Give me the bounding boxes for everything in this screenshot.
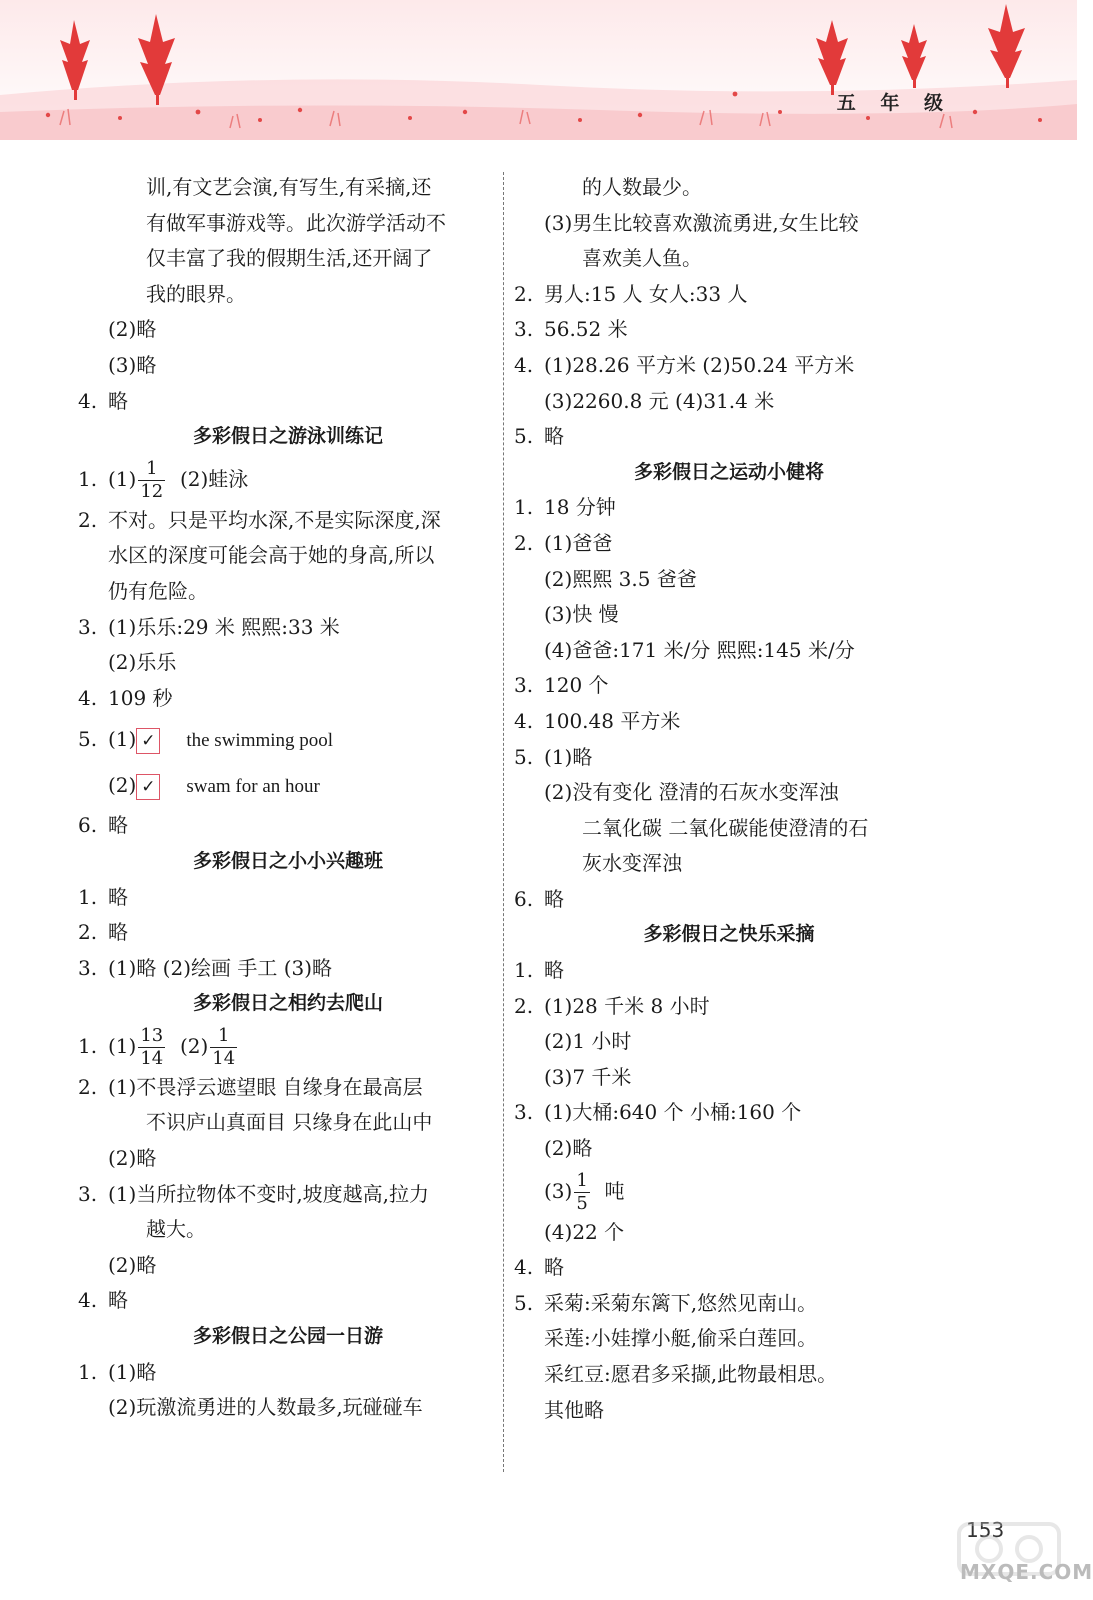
answer-line xyxy=(78,880,498,916)
question-number: 5. xyxy=(514,1290,534,1315)
answer-text: (3)略 xyxy=(108,352,157,377)
banner-illustration xyxy=(0,0,1077,150)
answer-line xyxy=(514,1095,944,1131)
section-heading: 多彩假日之相约去爬山 xyxy=(192,992,383,1015)
question-number: 1. xyxy=(514,958,534,983)
answer-line xyxy=(78,384,498,420)
answer-text: 略 xyxy=(108,388,128,413)
answer-line xyxy=(514,384,944,420)
answer-column-right xyxy=(514,170,944,1428)
answer-text: (2)略 xyxy=(108,317,157,342)
question-number: 4. xyxy=(78,685,98,710)
answer-text: 采菊:采菊东篱下,悠然见南山。 xyxy=(544,1290,818,1315)
answer-line xyxy=(514,633,944,669)
answer-text: 的人数最少。 xyxy=(582,175,702,199)
answer-text: (1) $\frac{13}{14}$ (2) $\frac{1}{14}$ xyxy=(108,1024,236,1069)
answer-line xyxy=(514,882,944,918)
answer-text: (1)28.26 平方米 (2)50.24 平方米 xyxy=(544,352,855,377)
answer-line xyxy=(514,419,944,455)
answer-text: 越大。 xyxy=(146,1217,206,1242)
section-heading: 多彩假日之快乐采摘 xyxy=(643,923,815,946)
answer-column-left xyxy=(78,170,498,1426)
watermark-text: MXQE.COM xyxy=(960,1560,1093,1584)
fraction xyxy=(138,1024,165,1069)
answer-text: 109 秒 xyxy=(108,685,173,710)
checkbox-checked-icon: ✓ xyxy=(136,728,160,754)
answer-text: (3)男生比较喜欢激流勇进,女生比较 xyxy=(544,210,859,235)
answer-text: 略 xyxy=(544,1255,564,1280)
question-number: 3. xyxy=(514,673,534,698)
answer-text: (2)1 小时 xyxy=(544,1029,632,1054)
answer-line xyxy=(78,1105,498,1141)
question-number: 3. xyxy=(514,317,534,342)
fraction-numerator: 1 xyxy=(138,460,165,481)
answer-line xyxy=(78,1248,498,1284)
answer-text: 不对。只是平均水深,不是实际深度,深 xyxy=(108,507,441,532)
answer-text: 有做军事游戏等。此次游学活动不 xyxy=(146,210,446,235)
answer-text: (2)略 xyxy=(108,1252,157,1277)
question-number: 2. xyxy=(78,920,98,945)
answer-line xyxy=(78,1177,498,1213)
answer-text: (4)22 个 xyxy=(544,1219,625,1244)
question-number: 2. xyxy=(78,507,98,532)
answer-line xyxy=(78,1022,498,1070)
answer-line xyxy=(514,846,944,882)
question-number: 3. xyxy=(78,614,98,639)
answer-text: 略 xyxy=(108,1288,128,1313)
answer-text: 略 xyxy=(108,920,128,945)
answer-line xyxy=(78,645,498,681)
answer-text: (2)熙熙 3.5 爸爸 xyxy=(544,566,697,591)
fraction-denominator: 14 xyxy=(212,1047,236,1069)
question-number: 2. xyxy=(514,281,534,306)
answer-text: 略 xyxy=(544,958,564,983)
question-number: 2. xyxy=(78,1074,98,1099)
answer-text: (4)爸爸:171 米/分 熙熙:145 米/分 xyxy=(544,637,855,662)
answer-line xyxy=(514,1250,944,1286)
answer-text: 采莲:小娃撑小艇,偷采白莲回。 xyxy=(544,1326,818,1351)
answer-text: (1)28 千米 8 小时 xyxy=(544,993,710,1018)
answer-text: 水区的深度可能会高于她的身高,所以 xyxy=(108,543,435,568)
question-number: 3. xyxy=(78,955,98,980)
answer-line xyxy=(78,610,498,646)
question-number: 4. xyxy=(78,1288,98,1313)
question-number: 1. xyxy=(78,1359,98,1384)
answer-text: (3)2260.8 元 (4)31.4 米 xyxy=(544,388,775,413)
checkbox-checked-icon: ✓ xyxy=(136,774,160,800)
answer-line xyxy=(78,1212,498,1248)
answer-line xyxy=(514,775,944,811)
question-number: 6. xyxy=(78,813,98,838)
answer-line xyxy=(514,1131,944,1167)
answer-text: 训,有文艺会演,有写生,有采摘,还 xyxy=(146,175,432,199)
answer-line xyxy=(78,1283,498,1319)
answer-line xyxy=(514,490,944,526)
answer-text: (1) ✓ the swimming pool xyxy=(108,716,333,764)
answer-text: 仍有危险。 xyxy=(108,578,208,603)
answer-line xyxy=(78,170,498,206)
answer-text: 仅丰富了我的假期生活,还开阔了 xyxy=(146,246,433,271)
answer-text: 其他略 xyxy=(544,1397,604,1422)
question-number: 3. xyxy=(78,1181,98,1206)
answer-text: 不识庐山真面目 只缘身在此山中 xyxy=(146,1110,433,1135)
answer-text: 略 xyxy=(544,886,564,911)
answer-line xyxy=(514,241,944,277)
answer-line xyxy=(514,811,944,847)
question-number: 2. xyxy=(514,530,534,555)
answer-text: (1) $\frac{1}{12}$ (2)蛙泳 xyxy=(108,457,249,502)
answer-text: 喜欢美人鱼。 xyxy=(582,246,702,271)
question-number: 3. xyxy=(514,1100,534,1125)
answer-text: (1)略 xyxy=(544,744,593,769)
question-number: 4. xyxy=(78,388,98,413)
answer-line xyxy=(514,562,944,598)
answer-line xyxy=(514,740,944,776)
question-number: 1. xyxy=(78,466,98,491)
answer-text: (3)7 千米 xyxy=(544,1064,632,1089)
question-number: 5. xyxy=(78,727,98,752)
answer-line xyxy=(514,1024,944,1060)
answer-line xyxy=(78,348,498,384)
answer-text: (2)略 xyxy=(108,1146,157,1171)
answer-text: 采红豆:愿君多采撷,此物最相思。 xyxy=(544,1362,838,1386)
question-number: 1. xyxy=(78,884,98,909)
grade-label: 五 年 级 xyxy=(836,92,952,114)
fraction xyxy=(574,1169,589,1214)
fraction-numerator: 1 xyxy=(210,1027,237,1048)
answer-text: 56.52 米 xyxy=(544,317,628,342)
fraction-numerator: 13 xyxy=(140,1024,164,1046)
answer-text: 二氧化碳 二氧化碳能使澄清的石 xyxy=(582,815,869,840)
answer-line xyxy=(78,951,498,987)
section-heading: 多彩假日之运动小健将 xyxy=(633,460,824,483)
answer-line xyxy=(514,953,944,989)
question-number: 6. xyxy=(514,886,534,911)
answer-text: 男人:15 人 女人:33 人 xyxy=(544,281,748,306)
answer-line xyxy=(78,538,498,574)
answer-line xyxy=(514,1393,944,1429)
question-number: 1. xyxy=(78,1033,98,1058)
answer-text: (2) ✓ swam for an hour xyxy=(108,762,320,810)
answer-line xyxy=(514,526,944,562)
question-number: 2. xyxy=(514,993,534,1018)
answer-text: (1)乐乐:29 米 熙熙:33 米 xyxy=(108,614,340,639)
answer-line xyxy=(78,206,498,242)
answer-line xyxy=(78,277,498,313)
decorative-header-banner xyxy=(0,0,1077,150)
fraction-denominator: 5 xyxy=(576,1192,588,1214)
fraction-numerator: 1 xyxy=(576,1169,588,1191)
answer-line xyxy=(514,312,944,348)
answer-text: 略 xyxy=(108,813,128,838)
answer-line xyxy=(514,1215,944,1251)
answer-line xyxy=(78,1355,498,1391)
answer-line xyxy=(514,1060,944,1096)
answer-line xyxy=(514,1167,944,1215)
answer-line xyxy=(78,1070,498,1106)
answer-line xyxy=(78,808,498,844)
answer-text: 18 分钟 xyxy=(544,495,616,520)
answer-line xyxy=(78,681,498,717)
answer-line xyxy=(514,277,944,313)
answer-text: (1)爸爸 xyxy=(544,530,613,555)
answer-text: (2)没有变化 澄清的石灰水变浑浊 xyxy=(544,780,839,805)
answer-text: 灰水变浑浊 xyxy=(582,851,682,876)
question-number: 5. xyxy=(514,744,534,769)
answer-line xyxy=(514,170,944,206)
answer-text: 120 个 xyxy=(544,673,609,698)
answer-line xyxy=(514,348,944,384)
section-heading: 多彩假日之小小兴趣班 xyxy=(192,849,383,872)
answer-line xyxy=(78,455,498,503)
answer-line xyxy=(78,762,498,808)
answer-line xyxy=(78,716,498,762)
section-heading: 多彩假日之公园一日游 xyxy=(192,1325,383,1348)
answer-line xyxy=(514,704,944,740)
answer-line xyxy=(514,206,944,242)
fraction xyxy=(138,457,165,502)
question-number: 4. xyxy=(514,352,534,377)
question-number: 5. xyxy=(514,424,534,449)
answer-line xyxy=(514,1357,944,1393)
answer-text: 我的眼界。 xyxy=(146,281,246,306)
question-number: 1. xyxy=(514,495,534,520)
section-heading: 多彩假日之游泳训练记 xyxy=(192,425,383,448)
answer-text: (1)略 (2)绘画 手工 (3)略 xyxy=(108,955,333,980)
answer-line xyxy=(78,241,498,277)
column-divider xyxy=(503,172,504,1472)
answer-text: (1)大桶:640 个 小桶:160 个 xyxy=(544,1100,802,1125)
answer-line xyxy=(78,1390,498,1426)
answer-line xyxy=(78,574,498,610)
fraction-denominator: 14 xyxy=(140,1047,164,1069)
answer-text: (1)不畏浮云遮望眼 自缘身在最高层 xyxy=(108,1074,423,1099)
answer-text: 略 xyxy=(108,884,128,909)
answer-line xyxy=(514,989,944,1025)
fraction-denominator: 12 xyxy=(140,480,164,502)
answer-text: (3)快 慢 xyxy=(544,602,619,627)
answer-text: 100.48 平方米 xyxy=(544,708,681,733)
fraction xyxy=(210,1024,237,1069)
english-answer: the swimming pool xyxy=(186,730,334,752)
question-number: 4. xyxy=(514,1255,534,1280)
answer-text: (2)略 xyxy=(544,1136,593,1161)
question-number: 4. xyxy=(514,708,534,733)
answer-line xyxy=(78,1141,498,1177)
english-answer: swam for an hour xyxy=(186,776,320,798)
answer-line xyxy=(78,312,498,348)
answer-line xyxy=(514,597,944,633)
answer-text: 略 xyxy=(544,424,564,449)
answer-text: (2)玩激流勇进的人数最多,玩碰碰车 xyxy=(108,1395,423,1420)
page-number: 153 xyxy=(966,1518,1005,1542)
answer-line xyxy=(514,668,944,704)
answer-text: (1)略 xyxy=(108,1359,157,1384)
answer-line xyxy=(514,1286,944,1322)
answer-line xyxy=(78,915,498,951)
answer-text: (2)乐乐 xyxy=(108,650,177,675)
answer-text: (3) $\frac{1}{5}$ 吨 xyxy=(544,1169,625,1214)
answer-line xyxy=(78,503,498,539)
answer-line xyxy=(514,1321,944,1357)
answer-text: (1)当所拉物体不变时,坡度越高,拉力 xyxy=(108,1181,430,1206)
